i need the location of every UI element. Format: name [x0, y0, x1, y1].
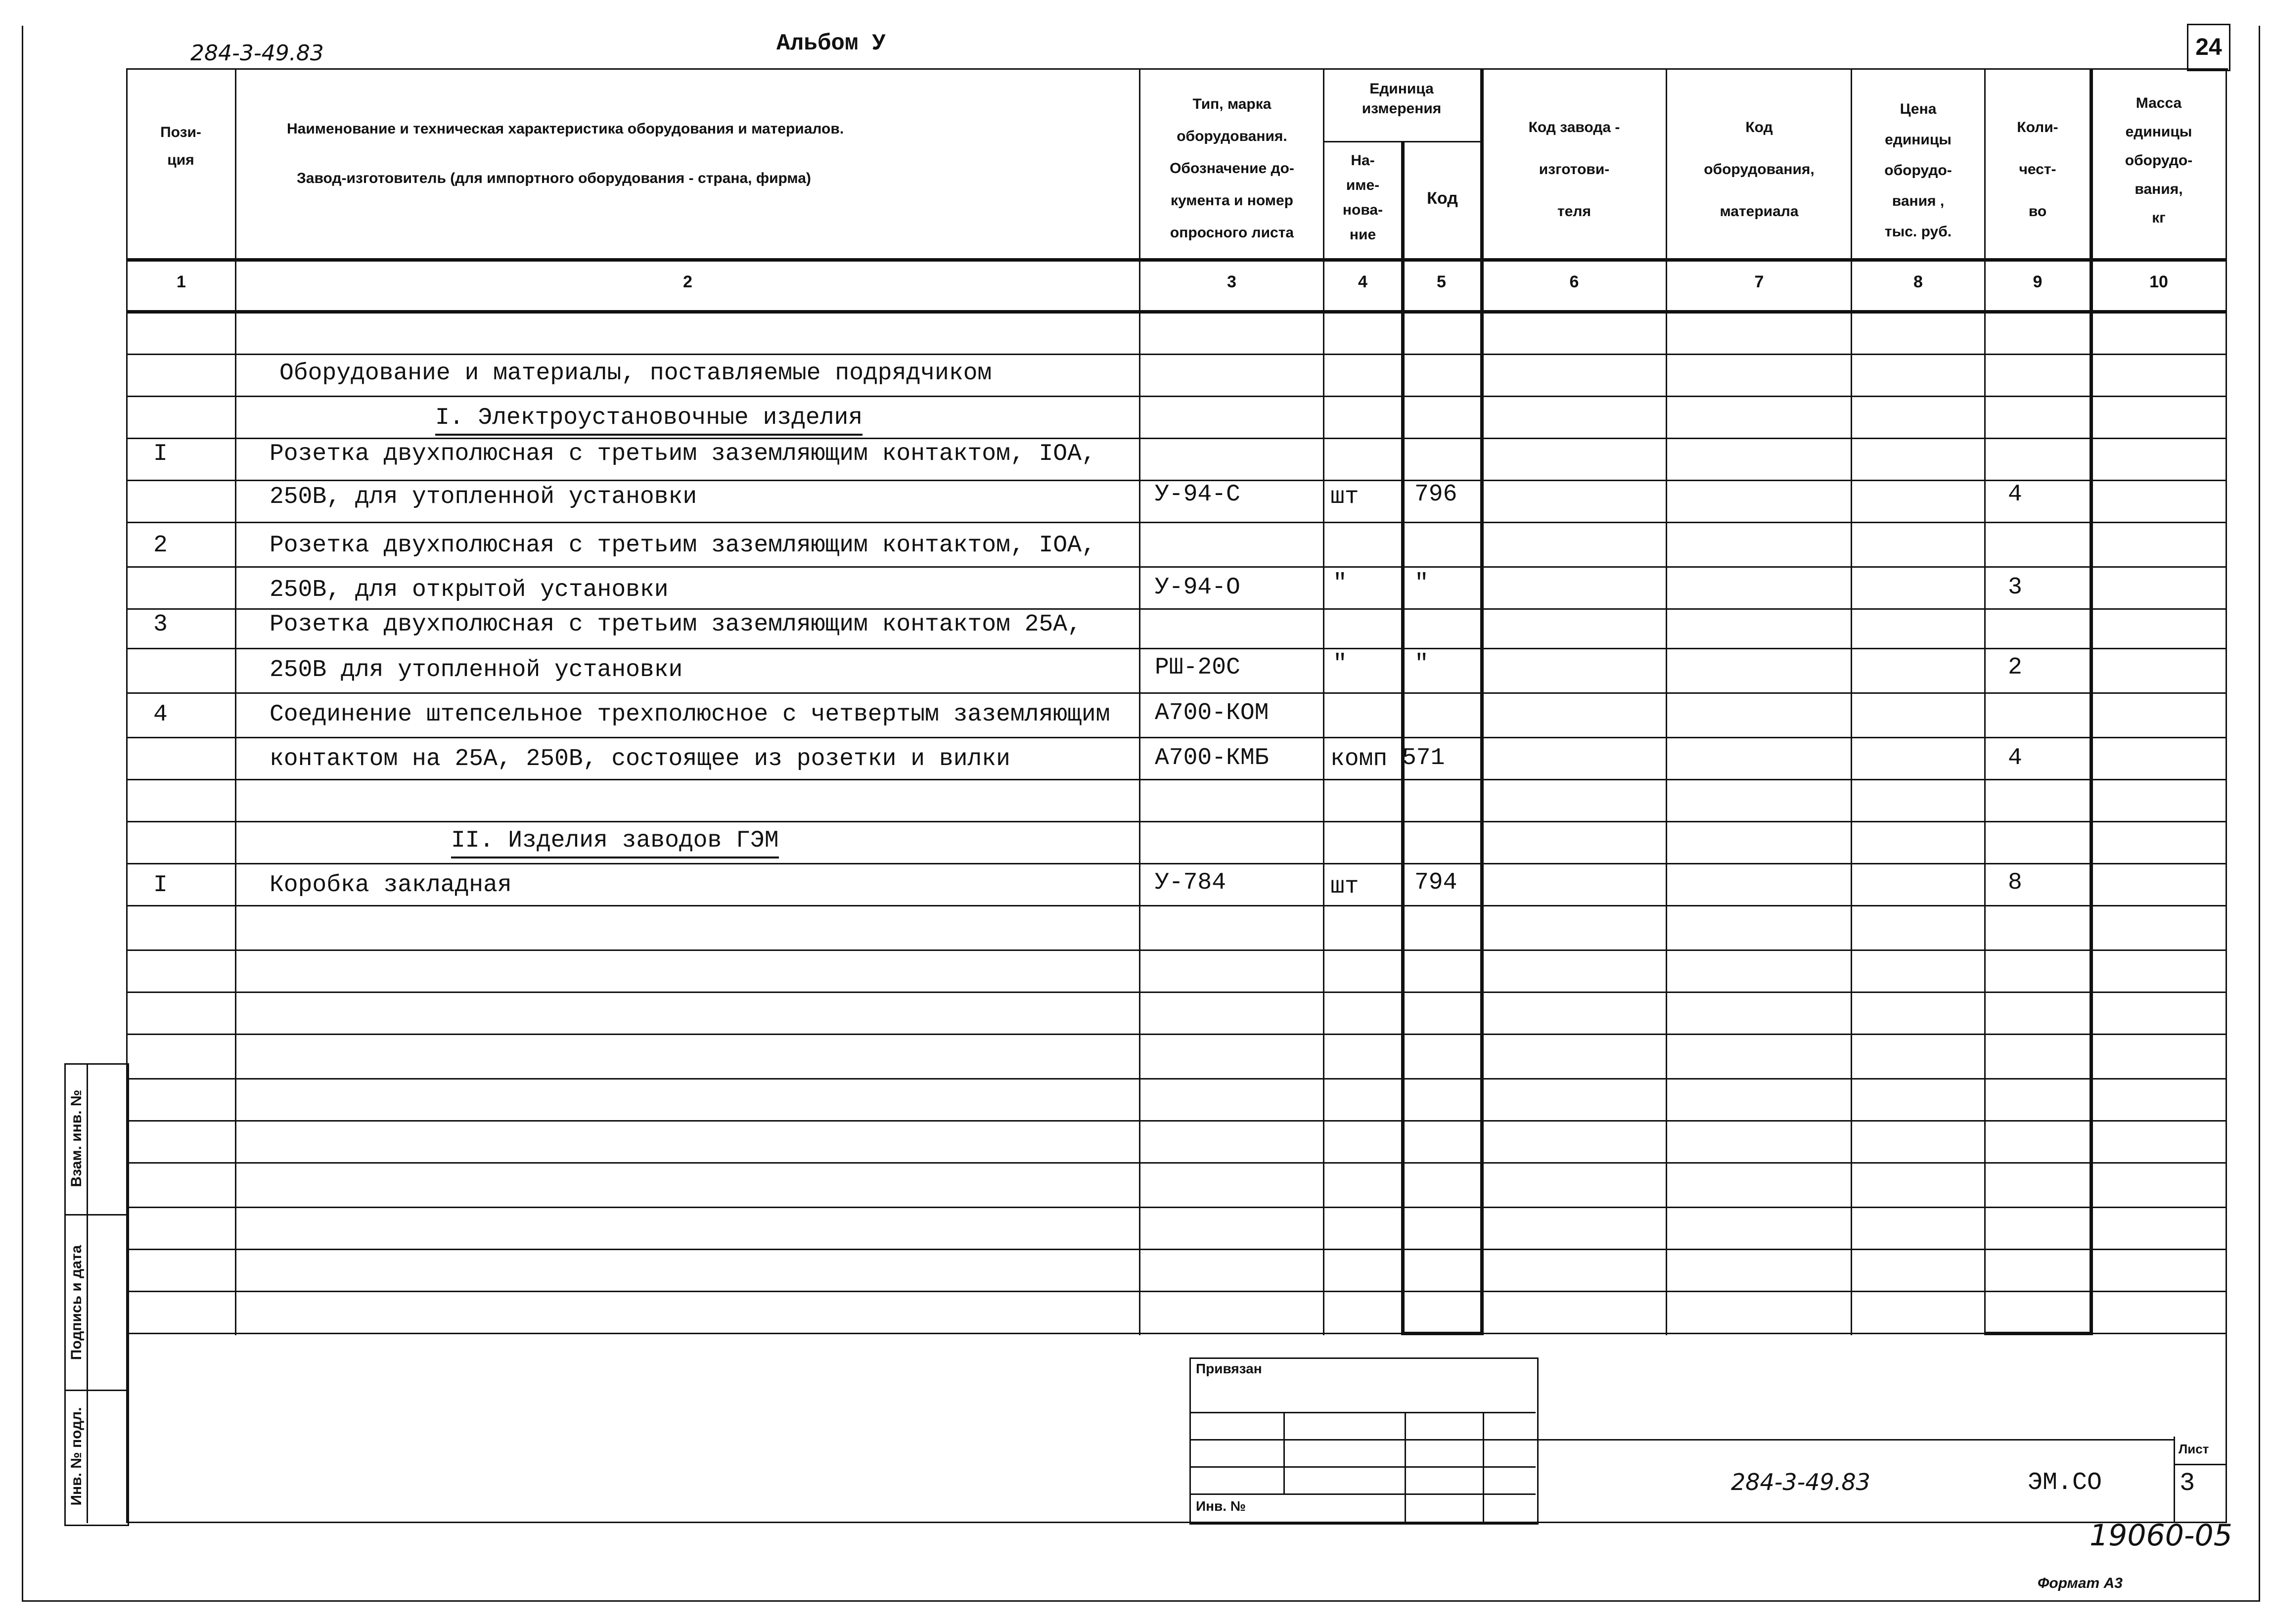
archive-number: 19060-05	[2090, 1518, 2232, 1553]
row-position: 4	[153, 701, 168, 728]
col10-header: Масса единицы оборудо- вания, кг	[2125, 95, 2193, 226]
row-code: 794	[1414, 869, 1457, 896]
row-unit: "	[1333, 651, 1347, 677]
row-qty: 8	[2008, 869, 2022, 896]
row-type: У-94-О	[1155, 574, 1240, 601]
row-unit: шт	[1330, 484, 1359, 510]
row-unit: "	[1333, 570, 1347, 597]
row-type: У-94-С	[1155, 481, 1240, 508]
sheet-code: ЭМ.СО	[2028, 1469, 2102, 1497]
page-number-box	[2187, 24, 2230, 71]
row-code: "	[1414, 651, 1429, 677]
privyazan-label: Привязан	[1196, 1361, 1262, 1376]
side-label-podpis: Подпись и дата	[68, 1245, 85, 1360]
section-title-contractor: Оборудование и материалы, поставляемые подрядчиком	[279, 360, 992, 387]
row-name: Розетка двухполюсная с третьим заземляющим контактом 25А,	[270, 611, 1082, 638]
row-position: 3	[153, 611, 168, 638]
row-name: Розетка двухполюсная с третьим заземляющим контактом, IOA,	[270, 441, 1096, 467]
col4-header: На- име- нова- ние	[1342, 152, 1383, 243]
list-label: Лист	[2179, 1442, 2209, 1456]
row-type: У-784	[1155, 869, 1227, 896]
col9-header: Коли- чест- во	[2017, 119, 2058, 220]
format-label: Формат А3	[2038, 1575, 2123, 1591]
col1-header: Пози- ция	[160, 124, 201, 168]
row-type: А700-КМБ	[1155, 745, 1269, 771]
col8-header: Цена единицы оборудо- вания , тыс. руб.	[1884, 101, 1952, 240]
row-qty: 4	[2008, 481, 2022, 508]
col-number-2: 2	[683, 272, 692, 291]
row-name: контактом на 25А, 250В, состоящее из розетки и вилки	[270, 746, 1010, 772]
subsection-title-electrical: I. Электроустановочные изделия	[435, 403, 863, 436]
row-qty: 4	[2008, 745, 2022, 771]
subsection-title-gem: II. Изделия заводов ГЭМ	[451, 826, 779, 858]
row-name: Розетка двухполюсная с третьим заземляющим контактом, IOA,	[270, 532, 1096, 559]
row-position: I	[153, 441, 168, 467]
doc-code-top: 284-3-49.83	[190, 41, 324, 66]
row-unit: шт	[1330, 873, 1359, 900]
inv-no-label: Инв. №	[1196, 1498, 1246, 1514]
top-rule	[126, 68, 2228, 70]
row-qty: 3	[2008, 574, 2022, 601]
row-qty: 2	[2008, 654, 2022, 681]
row-name: 250В, для утопленной установки	[270, 484, 697, 510]
outer-frame	[22, 26, 2260, 1602]
row-name: Соединение штепсельное трехполюсное с четвертым заземляющим	[270, 701, 1110, 728]
side-label-inv-podl: Инв. № подл.	[68, 1407, 85, 1506]
row-code: 571	[1402, 745, 1445, 771]
col-number-3: 3	[1227, 272, 1236, 291]
row-name: 250В, для открытой установки	[270, 577, 669, 603]
col-number-10: 10	[2149, 272, 2168, 291]
page-number: 24	[2195, 34, 2222, 60]
col3-header: Тип, марка оборудования. Обозначение до- кумента и номер опросного листа	[1170, 96, 1294, 241]
row-position: I	[153, 872, 168, 899]
col2-header-line2: Завод-изготовитель (для импортного оборудования - страна, фирма)	[297, 170, 811, 186]
col5-header: Код	[1427, 189, 1458, 208]
col2-header-line1: Наименование и техническая характеристика оборудования и материалов.	[287, 121, 844, 137]
list-number: 3	[2180, 1469, 2195, 1498]
row-name: 250В для утопленной установки	[270, 657, 683, 683]
row-name: Коробка закладная	[270, 872, 512, 899]
col6-header: Код завода - изготови- теля	[1528, 119, 1620, 220]
row-code: "	[1414, 570, 1429, 597]
col7-header: Код оборудования, материала	[1704, 119, 1815, 220]
col45-group-header: Единица измерения	[1362, 81, 1442, 117]
row-type: РШ-20С	[1155, 654, 1240, 681]
col-number-5: 5	[1437, 272, 1446, 291]
col-number-7: 7	[1754, 272, 1764, 291]
side-label-vzam: Взам. инв. №	[68, 1089, 85, 1187]
row-type: А700-КОМ	[1155, 700, 1269, 726]
col-number-9: 9	[2033, 272, 2043, 291]
col-number-6: 6	[1569, 272, 1579, 291]
row-code: 796	[1414, 481, 1457, 508]
col-number-1: 1	[177, 272, 186, 291]
stamp-doc-code: 284-3-49.83	[1731, 1469, 1870, 1495]
col-number-8: 8	[1913, 272, 1923, 291]
row-unit: комп	[1330, 746, 1388, 772]
row-position: 2	[153, 532, 168, 559]
col-number-4: 4	[1358, 272, 1367, 291]
album-title: Альбом У	[776, 31, 886, 56]
